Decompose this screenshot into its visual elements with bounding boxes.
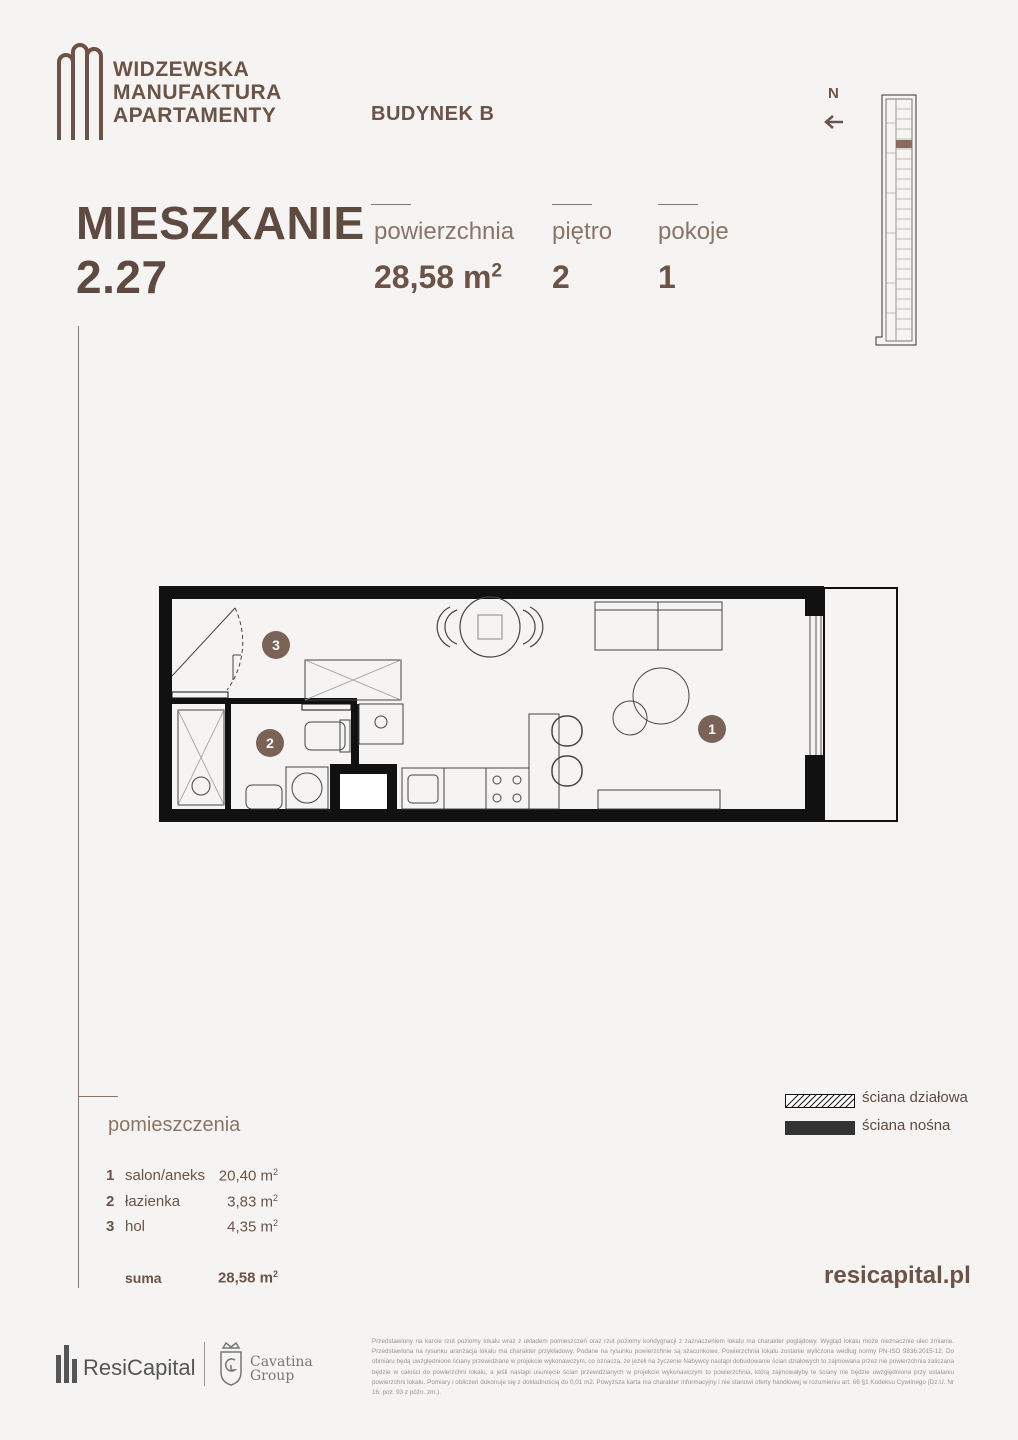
legend-partition-label: ściana działowa bbox=[862, 1089, 968, 1106]
rooms-sum-value: 28,58 $m^2$ bbox=[217, 1269, 278, 1287]
apartment-number: 2.27 bbox=[76, 251, 168, 303]
apartment-title: MIESZKANIE bbox=[76, 197, 365, 249]
stat-rule bbox=[552, 204, 592, 205]
stat-rule bbox=[371, 204, 411, 205]
compass-north-label: N bbox=[828, 85, 839, 102]
room-area: 20,40 $m^2$ bbox=[218, 1167, 278, 1185]
brand-name-line1: WIDZEWSKA bbox=[113, 58, 250, 81]
room-number: 1 bbox=[106, 1167, 115, 1184]
building-label: BUDYNEK B bbox=[371, 103, 495, 125]
left-vertical-rule bbox=[78, 326, 79, 1288]
room-number: 2 bbox=[106, 1193, 115, 1210]
partition-wall-swatch bbox=[785, 1094, 855, 1108]
room-number: 3 bbox=[106, 1218, 115, 1235]
floor-label: piętro bbox=[552, 218, 613, 245]
room-area: 3,83 $m^2$ bbox=[227, 1193, 278, 1211]
rooms-rule bbox=[78, 1096, 118, 1097]
room-area: 4,35 $m^2$ bbox=[227, 1218, 278, 1236]
room-marker-2: 2 bbox=[256, 729, 284, 757]
floor-plan bbox=[155, 580, 905, 830]
room-marker-3: 3 bbox=[262, 631, 290, 659]
footer-divider bbox=[204, 1342, 205, 1386]
room-name: salon/aneks bbox=[125, 1167, 206, 1184]
load-bearing-wall-swatch bbox=[785, 1121, 855, 1135]
brand-logo-icon bbox=[55, 42, 105, 142]
cavatina-crest-icon bbox=[218, 1340, 244, 1386]
area-label: powierzchnia bbox=[374, 218, 515, 245]
resicapital-logo-text: ResiCapital bbox=[83, 1355, 196, 1380]
rooms-label: pokoje bbox=[658, 218, 729, 245]
cavatina-line2: Group bbox=[250, 1368, 295, 1384]
rooms-sum-label: suma bbox=[125, 1270, 162, 1286]
key-plan-highlight bbox=[896, 140, 912, 148]
rooms-value: 1 bbox=[658, 259, 676, 295]
legend-load-bearing-label: ściana nośna bbox=[862, 1117, 951, 1134]
stat-rule bbox=[658, 204, 698, 205]
room-marker-1: 1 bbox=[698, 715, 726, 743]
brand-name-line2: MANUFAKTURA bbox=[113, 81, 282, 104]
legal-disclaimer: Przedstawiony na karcie rzut poziomy lokalu wraz z układem pomieszczeń oraz rzut poziomy kondygnacji z zaznaczeniem lokalu ma charakter poglądowy. Wygląd lokalu może nieznacznie ulec zmianie. Przedstawiona na rysunku aranżacja lokalu ma charakter przykładowy. Podane na rysunku powierzchnie są szacunkowe. Powierzchnia lokalu zostanie wyliczona według normy PN-ISO 9836:2015-12. Do obmiaru będą uwzględnione ściany przewidziane w projekcie wykonawczym, co oznacza, że jeżeli na życzenie Nabywcy nastąpi dobudowanie ścian działowych to zajmowana przez nie powierzchnia zaliczana będzie w całości do powierzchni lokalu, a jeśli nastąpi usunięcie ścian przewidzianych w projekcie wykonawczym to powierzchnia, którą zajmowałyby te ściany nie będzie uwzględniona przy ustalaniu powierzchni lokalu. Pomiary i obliczeń dokonuje się z dokładnością do 0,01 m2. Powyższa karta ma charakter informacyjny i nie stanowi oferty handlowej w rozumieniu art. 66 §1 Kodeksu Cywilnego (Dz.U. Nr 16, poz. 93 z późn. zm.). bbox=[372, 1338, 954, 1397]
cavatina-line1: Cavatina bbox=[250, 1354, 313, 1370]
floor-value: 2 bbox=[552, 259, 570, 295]
building-key-plan bbox=[872, 93, 920, 349]
room-name: hol bbox=[125, 1218, 146, 1235]
brand-name-line3: APARTAMENTY bbox=[113, 104, 277, 127]
rooms-heading: pomieszczenia bbox=[108, 1114, 241, 1136]
room-name: łazienka bbox=[125, 1193, 181, 1210]
website-link[interactable]: resicapital.pl bbox=[824, 1262, 971, 1289]
resicapital-logo-icon bbox=[56, 1345, 78, 1383]
area-value: 28,58 $m^2$ bbox=[374, 259, 503, 295]
arrow-left-icon bbox=[823, 114, 845, 130]
